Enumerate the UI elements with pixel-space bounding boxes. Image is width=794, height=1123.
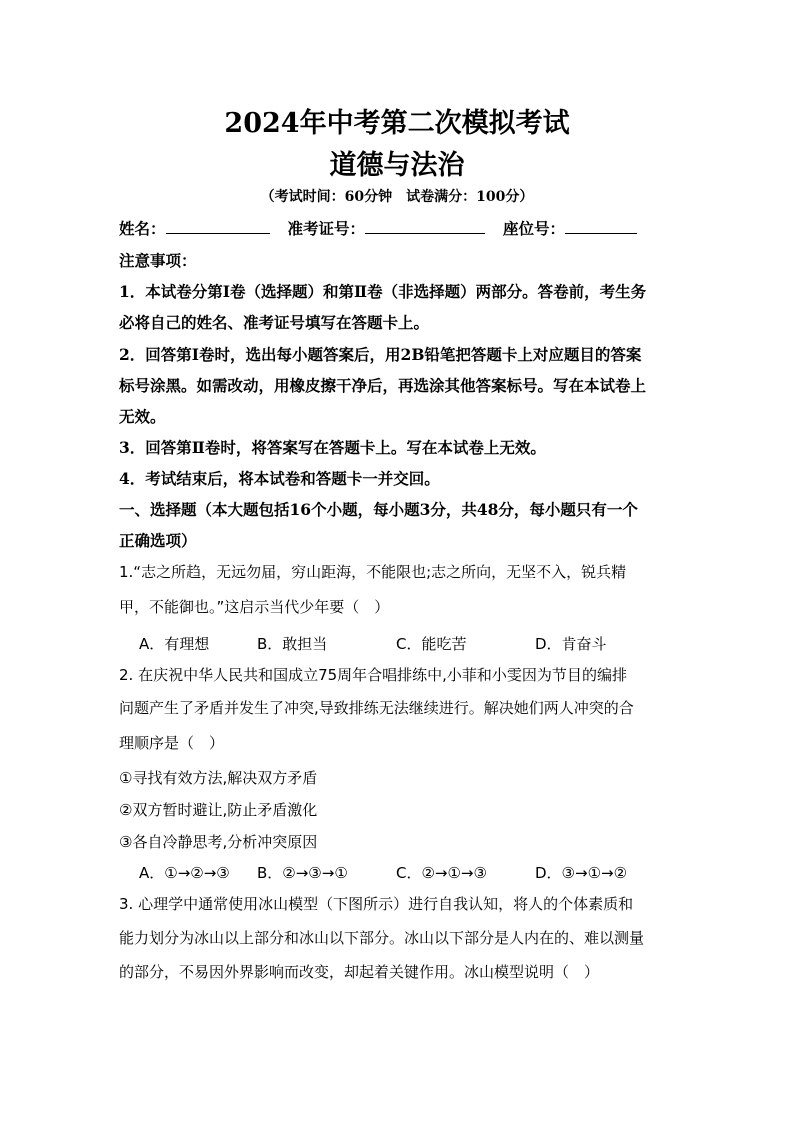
name-blank <box>166 219 270 234</box>
q2-line-1: 2. 在庆祝中华人民共和国成立75周年合唱排练中,小菲和小雯因为节目的编排 <box>119 666 627 684</box>
q1-option-b: B．敢担当 <box>257 635 328 653</box>
q2-item-3: ③各自冷静思考,分析冲突原因 <box>119 833 318 851</box>
exam-subject: 道德与法治 <box>329 150 465 181</box>
section-1-line-2: 正确选项） <box>119 531 197 550</box>
q1-line-1: 1.“志之所趋，无远勿届，穷山距海，不能限也;志之所向，无坚不入，锐兵精 <box>119 563 627 581</box>
q3-line-2: 能力划分为冰山以上部分和冰山以下部分。冰山以下部分是人内在的、难以测量 <box>119 929 645 947</box>
q2-line-3: 理顺序是（ ） <box>119 734 225 752</box>
exam-title: 2024年中考第二次模拟考试 <box>224 108 570 139</box>
q2-line-2: 问题产生了矛盾并发生了冲突,导致排练无法继续进行。解决她们两人冲突的合 <box>119 699 634 717</box>
q2-options <box>139 862 627 883</box>
seat-blank <box>565 219 637 234</box>
note-3: 3．回答第Ⅱ卷时，将答案写在答题卡上。写在本试卷上无效。 <box>119 438 546 457</box>
student-info-row <box>119 217 637 239</box>
exam-info: （考试时间：60分钟 试卷满分：100分） <box>260 189 534 205</box>
ticket-blank <box>365 219 485 234</box>
note-1-line-1: 1．本试卷分第Ⅰ卷（选择题）和第Ⅱ卷（非选择题）两部分。答卷前，考生务 <box>119 282 647 301</box>
notes-heading: 注意事项： <box>119 251 197 270</box>
note-4: 4．考试结束后，将本试卷和答题卡一并交回。 <box>119 469 440 488</box>
q1-line-2: 甲，不能御也。”这启示当代少年要（ ） <box>119 598 390 616</box>
q1-option-c: C．能吃苦 <box>396 635 467 653</box>
note-2-line-3: 无效。 <box>119 407 166 426</box>
name-label: 姓名： <box>119 219 166 238</box>
q2-option-a: A．①→②→③ <box>139 864 230 882</box>
q2-option-b: B．②→③→① <box>257 864 348 882</box>
q2-item-2: ②双方暂时避让,防止矛盾激化 <box>119 801 318 819</box>
q1-options <box>139 633 607 654</box>
q3-line-3: 的部分，不易因外界影响而改变，却起着关键作用。冰山模型说明（ ） <box>119 963 600 981</box>
seat-label: 座位号： <box>503 219 566 238</box>
q2-option-c: C．②→①→③ <box>396 864 487 882</box>
note-2-line-2: 标号涂黑。如需改动，用橡皮擦干净后，再选涂其他答案标号。写在本试卷上 <box>119 376 647 395</box>
note-2-line-1: 2．回答第Ⅰ卷时，选出每小题答案后，用2B铅笔把答题卡上对应题目的答案 <box>119 345 642 364</box>
q2-item-1: ①寻找有效方法,解决双方矛盾 <box>119 769 318 787</box>
q3-line-1: 3. 心理学中通常使用冰山模型（下图所示）进行自我认知，将人的个体素质和 <box>119 895 634 913</box>
q2-option-d: D．③→①→② <box>535 864 628 882</box>
q1-option-d: D．肯奋斗 <box>535 635 607 653</box>
section-1-line-1: 一、选择题（本大题包括16个小题，每小题3分，共48分，每小题只有一个 <box>119 500 638 519</box>
q1-option-a: A．有理想 <box>139 635 210 653</box>
ticket-label: 准考证号： <box>287 219 366 238</box>
note-1-line-2: 必将自己的姓名、准考证号填写在答题卡上。 <box>119 313 430 332</box>
